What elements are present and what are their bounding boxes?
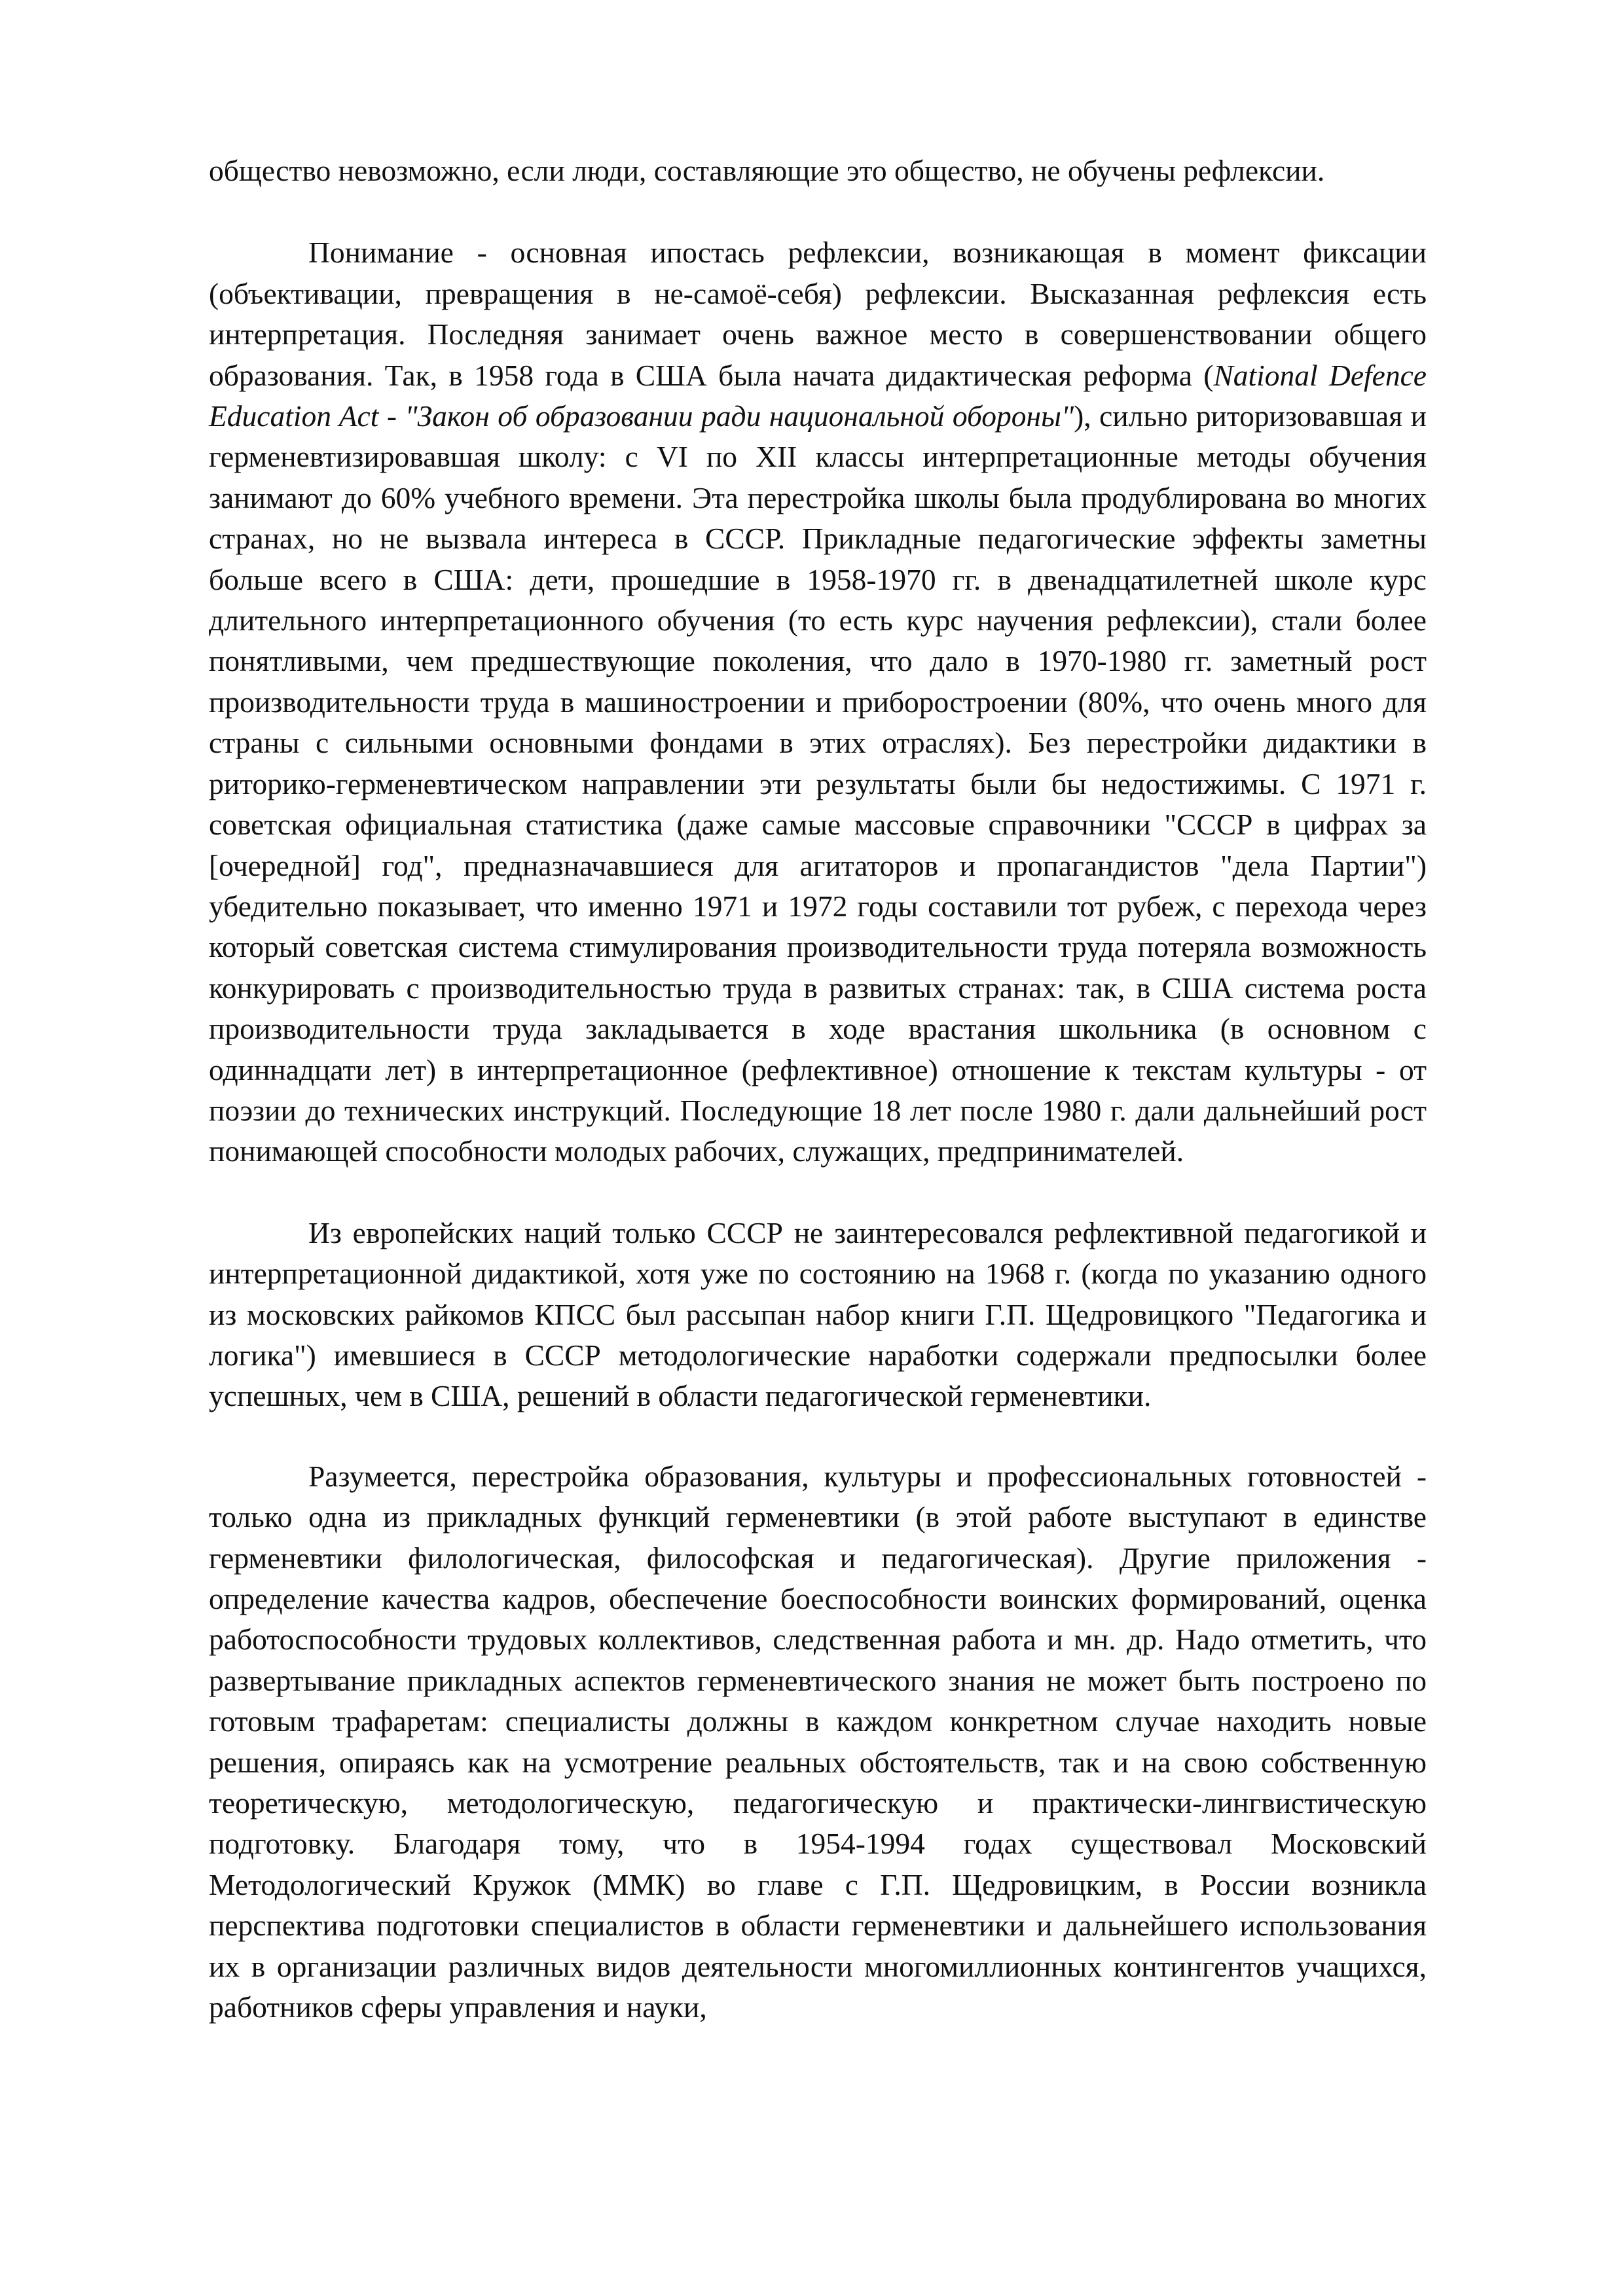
- paragraph-continuation: общество невозможно, если люди, составляющие это общество, не обучены рефлексии.: [209, 154, 1325, 187]
- paragraph-text-before-italic: Понимание - основная ипостась рефлексии, возникающая в момент фиксации (объективации, превращения в не-самоё-себя) рефлексии. Высказанная рефлексия есть интерпретация. Последняя занимает очень важное место в совершенствовании общего образования. Так, в 1958 года в США была начата дидактическая реформа (: [209, 236, 1427, 392]
- italic-act-title: National Defence Education Act - "Закон об образовании ради национальной обороны": [209, 358, 1427, 433]
- paragraph-european-nations: Из европейских наций только СССР не заинтересовался рефлективной педагогикой и интерпретационной дидактикой, хотя уже по состоянию на 1968 г. (когда по указанию одного из московских райкомов КПСС был рассыпан набор книги Г.П. Щедровицкого "Педагогика и логика") имевшиеся в СССР методологические наработки содержали предпосылки более успешных, чем в США, решений в области педагогической герменевтики.: [209, 1215, 1427, 1413]
- document-page: [209, 151, 1427, 2028]
- paragraph-applications: Разумеется, перестройка образования, культуры и профессиональных готовностей - только одна из прикладных функций герменевтики (в этой работе выступают в единстве герменевтики филологическая, философская и педагогическая). Другие приложения - определение качества кадров, обеспечение боеспособности воинских формирований, оценка работоспособности трудовых коллективов, следственная работа и мн. др. Надо отметить, что развертывание прикладных аспектов герменевтического знания не может быть построено по готовым трафаретам: специалисты должны в каждом конкретном случае находить новые решения, опираясь как на усмотрение реальных обстоятельств, так и на свою собственную теоретическую, методологическую, педагогическую и практически-лингвистическую подготовку. Благодаря тому, что в 1954-1994 годах существовал Московский Методологический Кружок (ММК) во главе с Г.П. Щедровицким, в России возникла перспектива подготовки специалистов в области герменевтики и дальнейшего использования их в организации различных видов деятельности многомиллионных контингентов учащихся, работников сферы управления и науки,: [209, 1459, 1427, 2024]
- paragraph-understanding: [209, 232, 1427, 1172]
- paragraph-text-after-italic: ), сильно риторизовавшая и герменевтизировавшая школу: с VI по XII классы интерпретационные методы обучения занимают до 60% учебного времени. Эта перестройка школы была продублирована во многих странах, но не вызвала интереса в СССР. Прикладные педагогические эффекты заметны больше всего в США: дети, прошедшие в 1958-1970 гг. в двенадцатилетней школе курс длительного интерпретационного обучения (то есть курс научения рефлексии), стали более понятливыми, чем предшествующие поколения, что дало в 1970-1980 гг. заметный рост производительности труда в машиностроении и приборостроении (80%, что очень много для страны с сильными основными фондами в этих отраслях). Без перестройки дидактики в риторико-герменевтическом направлении эти результаты были бы недостижимы. С 1971 г. советская официальная статистика (даже самые массовые справочники "СССР в цифрах за [очередной] год", предназначавшиеся для агитаторов и пропагандистов "дела Партии") убедительно показывает, что именно 1971 и 1972 годы составили тот рубеж, с перехода через который советская система стимулирования производительности труда потеряла возможность конкурировать с производительностью труда в развитых странах: так, в США система роста производительности труда закладывается в ходе врастания школьника (в основном с одиннадцати лет) в интерпретационное (рефлективное) отношение к текстам культуры - от поэзии до технических инструкций. Последующие 18 лет после 1980 г. дали дальнейший рост понимающей способности молодых рабочих, служащих, предпринимателей.: [209, 399, 1427, 1168]
